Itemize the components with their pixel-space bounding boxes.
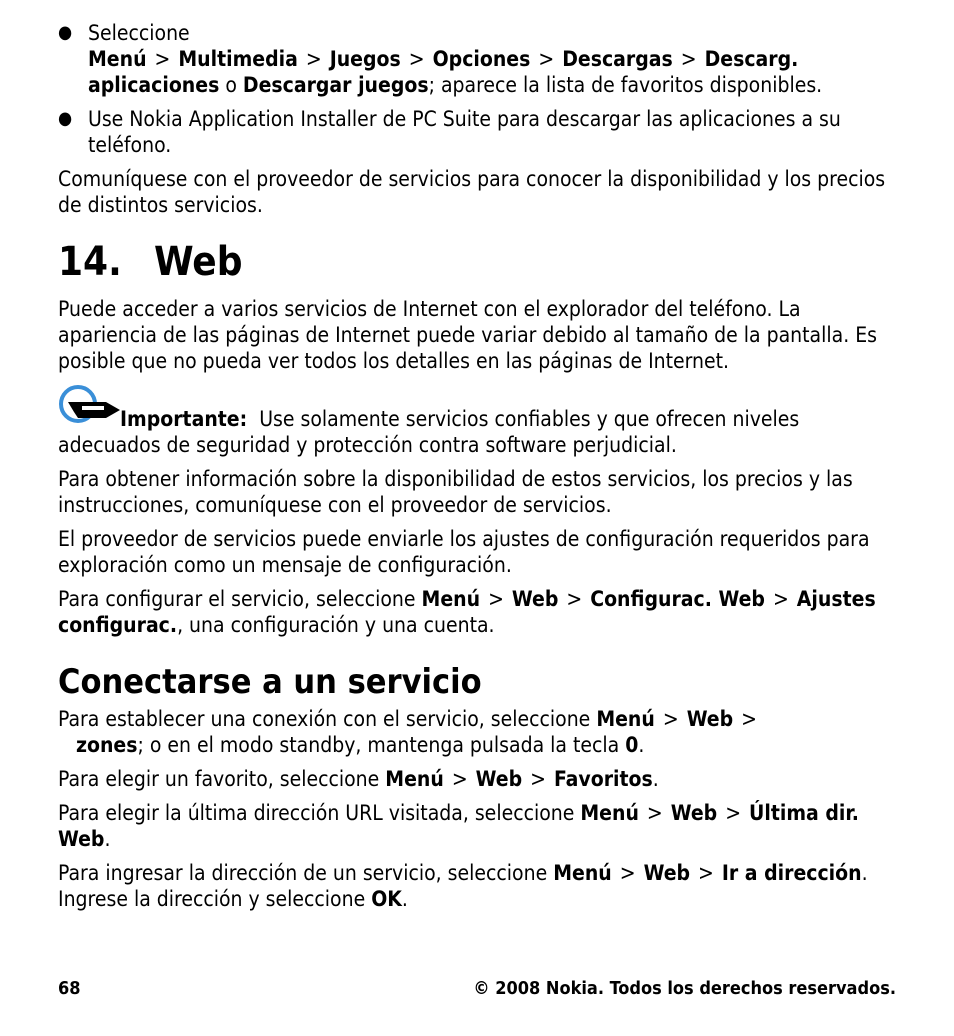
path-separator: > [488,587,504,611]
path-separator: > [408,47,425,71]
path-separator: > [451,767,468,791]
paragraph: Comuníquese con el proveedor de servicios para conocer la disponibilidad y los precios de distintos servicios. [58,167,886,217]
menu-path-item: Menú [88,47,147,71]
path-separator: > [530,767,546,791]
text: Seleccione [88,21,190,45]
page-footer [58,978,896,999]
copyright-notice: © 2008 Nokia. Todos los derechos reservados. [473,978,896,999]
text: ; o en el modo standby, mantenga pulsada la tecla [137,733,626,757]
important-hand-icon [58,382,122,426]
menu-path-item: Multimedia [178,47,298,71]
chapter-number: 14. [58,239,122,285]
list-item [58,20,903,98]
menu-path-item: Web [686,707,734,731]
text: . [401,887,408,911]
path-separator: > [619,861,636,885]
important-note [58,382,903,458]
page-number: 68 [58,978,81,999]
path-separator: > [772,587,789,611]
path-separator: > [538,47,555,71]
text: ; aparece la lista de favoritos disponibles. [428,73,823,97]
menu-path-item: Ajustes configurac. [58,587,876,637]
path-separator: > [741,707,757,731]
text: Para establecer una conexión con el servicio, seleccione [58,707,597,731]
menu-path-item: Descargar juegos [242,73,429,97]
menu-path-item: Web [670,801,718,825]
text: Para elegir la última dirección URL visitada, seleccione [58,801,581,825]
menu-path-item: Menú [553,861,612,885]
menu-path-item: Juegos [329,47,401,71]
menu-path-item: Web [643,861,691,885]
menu-path-item: Opciones [432,47,531,71]
list-item [58,106,903,158]
text: . [652,767,659,791]
text: Para ingresar la dirección de un servicio, seleccione [58,861,554,885]
menu-path-item: Configurac. Web [590,587,765,611]
paragraph [58,586,903,638]
text: Para configurar el servicio, seleccione [58,587,422,611]
menu-path-item: OK [371,887,402,911]
paragraph [58,860,903,912]
menu-path-item: Menú [385,767,444,791]
important-text: Use solamente servicios confiables y que ofrecen niveles adecuados de seguridad y protección contra software perjudicial. [58,407,800,457]
menu-path-item: Descargas [562,47,673,71]
path-separator: > [698,861,714,885]
menu-path-item: Última dir. Web [58,801,859,851]
path-separator: > [154,47,171,71]
menu-path-item: Ir a dirección [721,861,862,885]
path-separator: > [725,801,742,825]
menu-path-item: Web [475,767,523,791]
path-separator: > [662,707,679,731]
bullet-list [58,20,903,158]
paragraph: El proveedor de servicios puede enviarle los ajustes de configuración requeridos para exploración como un mensaje de configuración. [58,527,870,577]
text: . Ingrese la dirección y seleccione [58,861,868,911]
paragraph: Para obtener información sobre la disponibilidad de estos servicios, los precios y las instrucciones, comuníquese con el proveedor de servicios. [58,467,853,517]
menu-path-item: Menú [580,801,639,825]
paragraph: Puede acceder a varios servicios de Internet con el explorador del teléfono. La apariencia de las páginas de Internet puede variar debido al tamaño de la pantalla. Es posible que no pueda ver todos los detalles en las páginas de Internet. [58,297,877,373]
menu-path-item: Favoritos [553,767,653,791]
text: . [104,827,111,851]
path-separator: > [680,47,697,71]
key-name: 0 [625,733,639,757]
text: o [219,73,243,97]
paragraph [58,800,903,852]
path-separator: > [566,587,583,611]
text: , una configuración y una cuenta. [177,613,495,637]
text: Para elegir un favorito, seleccione [58,767,386,791]
important-label: Importante: [120,407,248,431]
menu-path-item: Web [511,587,559,611]
paragraph [58,766,903,792]
menu-path-item: Descarg. aplicaciones [88,47,799,97]
text: Use Nokia Application Installer de PC Suite para descargar las aplicaciones a su teléfono. [88,107,841,157]
bullet-icon: ● [58,108,73,129]
path-separator: > [646,801,663,825]
menu-path-item: Menú [596,707,655,731]
chapter-heading [58,238,903,286]
paragraph [58,706,903,758]
chapter-title: Web [154,239,243,285]
menu-path-item: Menú [421,587,481,611]
page-content [58,20,903,920]
section-heading: Conectarse a un servicio [58,662,482,702]
path-separator: > [305,47,322,71]
menu-path-item: zones [76,733,138,757]
bullet-icon: ● [58,22,73,43]
text: . [638,733,645,757]
